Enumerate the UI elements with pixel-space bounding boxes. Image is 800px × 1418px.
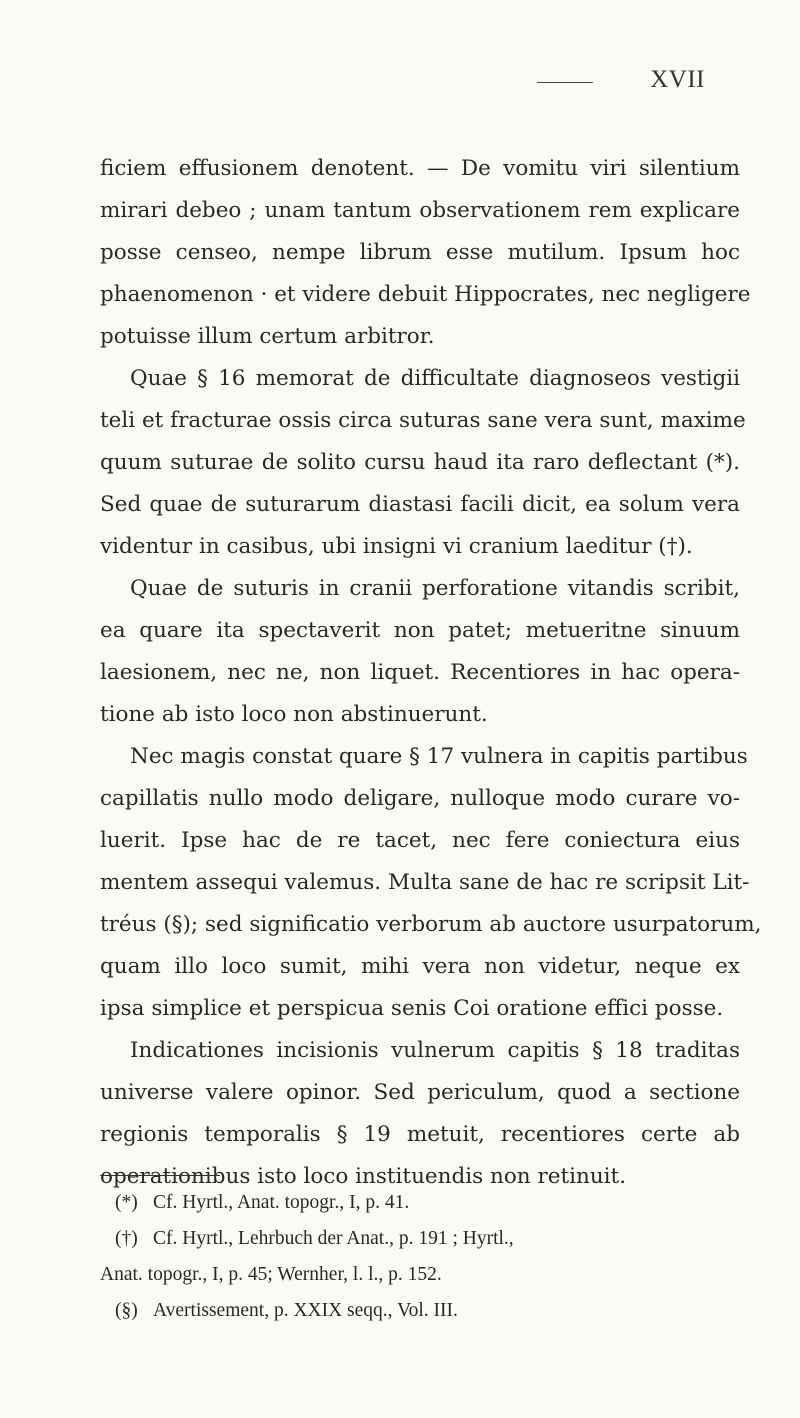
text-line: ficiem effusionem denotent. — De vomitu viri silentium bbox=[100, 156, 740, 181]
text-line: videntur in casibus, ubi insigni vi cranium laeditur (†). bbox=[100, 534, 693, 559]
footnote bbox=[115, 1293, 745, 1329]
text-line: Sed quae de suturarum diastasi facili dicit, ea solum vera bbox=[100, 492, 740, 517]
text-line: teli et fracturae ossis circa suturas sane vera sunt, maxime bbox=[100, 408, 746, 433]
text-line: luerit. Ipse hac de re tacet, nec fere coniectura eius bbox=[100, 828, 740, 853]
text-line: laesionem, nec ne, non liquet. Recentiores in hac opera- bbox=[100, 660, 740, 685]
footnote-rule bbox=[100, 1175, 220, 1176]
text-line: regionis temporalis § 19 metuit, recentiores certe ab bbox=[100, 1122, 740, 1147]
text-line: capillatis nullo modo deligare, nulloque modo curare vo- bbox=[100, 786, 740, 811]
footnote-text: Cf. Hyrtl., Lehrbuch der Anat., p. 191 ; Hyrtl., bbox=[153, 1228, 514, 1249]
footnote-mark: (§) bbox=[115, 1300, 138, 1321]
text-line: quum suturae de solito cursu haud ita raro deflectant (*). bbox=[100, 450, 740, 475]
text-line: Indicationes incisionis vulnerum capitis § 18 traditas bbox=[130, 1038, 740, 1063]
text-line: Quae de suturis in cranii perforatione vitandis scribit, bbox=[130, 576, 740, 601]
text-line: mentem assequi valemus. Multa sane de hac re scripsit Lit- bbox=[100, 870, 750, 895]
footnote-mark: (*) bbox=[115, 1192, 138, 1213]
footnote bbox=[115, 1185, 745, 1221]
text-line: ea quare ita spectaverit non patet; metueritne sinuum bbox=[100, 618, 740, 643]
text-line: universe valere opinor. Sed periculum, quod a sectione bbox=[100, 1080, 740, 1105]
text-line: operationibus isto loco instituendis non retinuit. bbox=[100, 1164, 627, 1189]
text-line: tione ab isto loco non abstinuerunt. bbox=[100, 702, 488, 727]
page-number: XVII bbox=[650, 66, 705, 93]
footnote-text: Cf. Hyrtl., Anat. topogr., I, p. 41. bbox=[153, 1192, 410, 1213]
text-line: tréus (§); sed significatio verborum ab auctore usurpatorum, bbox=[100, 912, 762, 937]
footnote bbox=[115, 1221, 745, 1257]
text-line: ipsa simplice et perspicua senis Coi oratione effici posse. bbox=[100, 996, 724, 1021]
header-rule bbox=[537, 82, 593, 83]
footnote-continuation bbox=[100, 1257, 745, 1293]
text-line: mirari debeo ; unam tantum observationem rem explicare bbox=[100, 198, 740, 223]
text-line: posse censeo, nempe librum esse mutilum. Ipsum hoc bbox=[100, 240, 740, 265]
footnote-mark: (†) bbox=[115, 1228, 138, 1249]
text-line: Quae § 16 memorat de difficultate diagnoseos vestigii bbox=[130, 366, 740, 391]
text-line: Nec magis constat quare § 17 vulnera in capitis partibus bbox=[130, 744, 748, 769]
footnote-text: Avertissement, p. XXIX seqq., Vol. III. bbox=[153, 1300, 458, 1321]
footnote-text: Anat. topogr., I, p. 45; Wernher, l. l., p. 152. bbox=[100, 1264, 442, 1285]
body-text bbox=[100, 148, 762, 1198]
text-line: phaenomenon · et videre debuit Hippocrates, nec negligere bbox=[100, 282, 751, 307]
footnotes bbox=[100, 1185, 745, 1329]
text-line: potuisse illum certum arbitror. bbox=[100, 324, 435, 349]
text-line: quam illo loco sumit, mihi vera non videtur, neque ex bbox=[100, 954, 740, 979]
